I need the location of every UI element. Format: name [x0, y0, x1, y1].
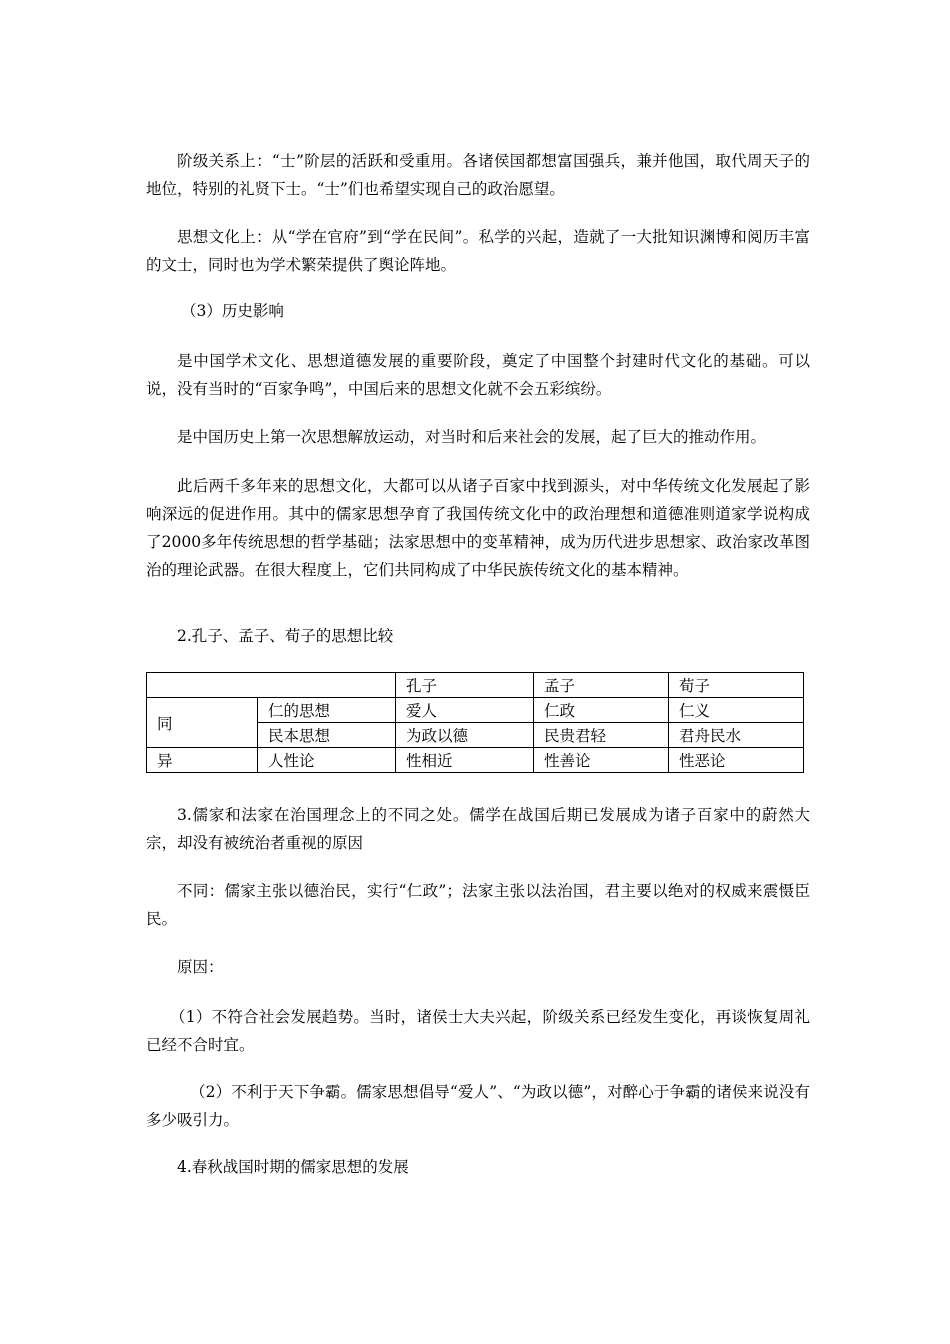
table-cell: 民贵君轻	[534, 723, 669, 748]
paragraph-reason-1: （1）不符合社会发展趋势。当时，诸侯士大夫兴起，阶级关系已经发生变化，再谈恢复周礼已经不合时宜。	[146, 1008, 810, 1054]
paragraph-reason-2: （2）不利于天下争霸。儒家思想倡导“爱人”、“为政以德”，对醉心于争霸的诸侯来说没有多少吸引力。	[146, 1083, 810, 1129]
subheading-historical-impact: （3）历史影响	[181, 302, 284, 320]
table-header-empty	[147, 673, 396, 698]
table-row	[147, 698, 804, 723]
paragraph-reasons-label: 原因：	[177, 958, 224, 976]
heading-confucian-development: 4.春秋战国时期的儒家思想的发展	[177, 1158, 409, 1176]
heading-confucian-legalist: 3.儒家和法家在治国理念上的不同之处。儒学在战国后期已发展成为诸子百家中的蔚然大宗，却没有被统治者重视的原因	[146, 806, 810, 852]
table-cell: 爱人	[396, 698, 534, 723]
paragraph-important-stage: 是中国学术文化、思想道德发展的重要阶段，奠定了中国整个封建时代文化的基础。可以说，没有当时的“百家争鸣”，中国后来的思想文化就不会五彩缤纷。	[146, 352, 810, 398]
table-cell: 君舟民水	[669, 723, 804, 748]
table-cell: 仁的思想	[258, 698, 396, 723]
table-header-mencius: 孟子	[534, 673, 669, 698]
paragraph-thought-culture: 思想文化上：从“学在官府”到“学在民间”。私学的兴起，造就了一大批知识渊博和阅历丰富的文士，同时也为学术繁荣提供了舆论阵地。	[146, 228, 810, 274]
table-cell: 性相近	[396, 748, 534, 773]
table-header-row	[147, 673, 804, 698]
table-cell: 性善论	[534, 748, 669, 773]
table-cell: 性恶论	[669, 748, 804, 773]
table-cell: 仁义	[669, 698, 804, 723]
table-row	[147, 748, 804, 773]
heading-comparison: 2.孔子、孟子、荀子的思想比较	[177, 627, 394, 645]
table-header-xunzi: 荀子	[669, 673, 804, 698]
table-cell: 仁政	[534, 698, 669, 723]
table-group-diff: 异	[147, 748, 258, 773]
paragraph-difference: 不同：儒家主张以德治民，实行“仁政”；法家主张以法治国，君主要以绝对的权威来震慑臣民。	[146, 882, 810, 928]
paragraph-later-culture: 此后两千多年来的思想文化，大都可以从诸子百家中找到源头，对中华传统文化发展起了影响深远的促进作用。其中的儒家思想孕育了我国传统文化中的政治理想和道德准则道家学说构成了2000多年传统思想的哲学基础；法家思想中的变革精神，成为历代进步思想家、政治家改革图治的理论武器。在很大程度上，它们共同构成了中华民族传统文化的基本精神。	[146, 477, 810, 579]
paragraph-liberation-movement: 是中国历史上第一次思想解放运动，对当时和后来社会的发展，起了巨大的推动作用。	[177, 428, 767, 446]
table-cell: 人性论	[258, 748, 396, 773]
paragraph-class-relations: 阶级关系上：“士”阶层的活跃和受重用。各诸侯国都想富国强兵，兼并他国，取代周天子的地位，特别的礼贤下士。“士”们也希望实现自己的政治愿望。	[146, 152, 810, 198]
table-cell: 为政以德	[396, 723, 534, 748]
table-header-confucius: 孔子	[396, 673, 534, 698]
table-group-same: 同	[147, 698, 258, 748]
table-cell: 民本思想	[258, 723, 396, 748]
comparison-table	[146, 672, 804, 773]
